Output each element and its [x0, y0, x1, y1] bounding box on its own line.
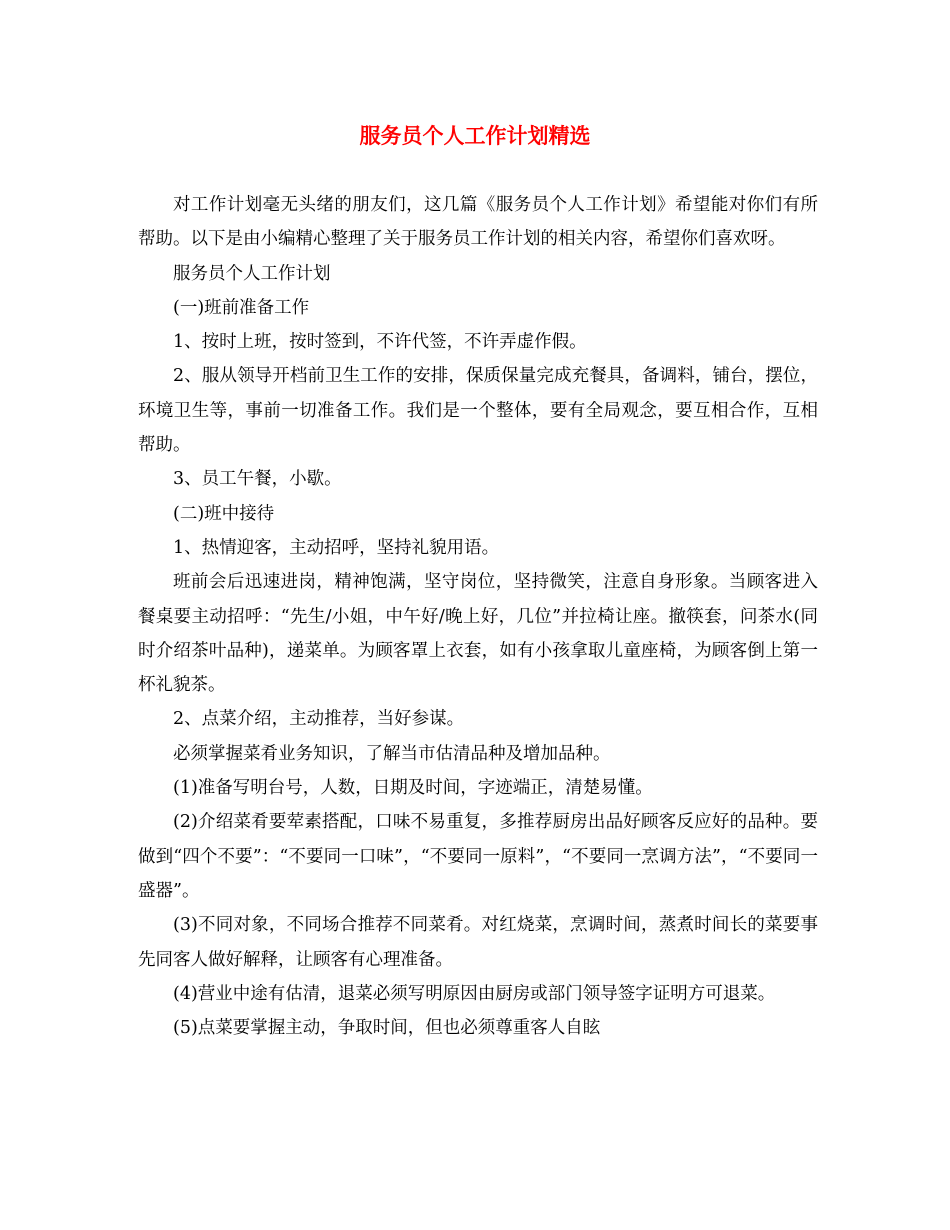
list-item: (1)准备写明台号，人数，日期及时间，字迹端正，清楚易懂。: [173, 778, 653, 799]
list-item: 1、热情迎客，主动招呼，坚持礼貌用语。: [173, 537, 500, 558]
subsection-heading: (二)班中接待: [173, 503, 275, 524]
list-item: (2)介绍菜肴要荤素搭配，口味不易重复，多推荐厨房出品好顾客反应好的品种。要做到“四个不要”：“不要同一口味”，“不要同一原料”，“不要同一烹调方法”，“不要同一盛器”。: [138, 812, 818, 901]
paragraph: 必须掌握菜肴业务知识，了解当市估清品种及增加品种。: [173, 743, 611, 764]
paragraph: 班前会后迅速进岗，精神饱满，坚守岗位，坚持微笑，注意自身形象。当顾客进入餐桌要主动招呼：“先生/小姐，中午好/晚上好，几位”并拉椅让座。撤筷套，问茶水(同时介绍茶叶品种)，递菜单。为顾客罩上衣套，如有小孩拿取儿童座椅，为顾客倒上第一杯礼貌茶。: [138, 572, 818, 696]
list-item: 2、点菜介绍，主动推荐，当好参谋。: [173, 709, 465, 730]
list-item: 2、服从领导开档前卫生工作的安排，保质保量完成充餐具，备调料，铺台，摆位，环境卫生等，事前一切准备工作。我们是一个整体，要有全局观念，要互相合作，互相帮助。: [138, 366, 818, 456]
section-heading: 服务员个人工作计划: [173, 263, 331, 284]
list-item: 1、按时上班，按时签到，不许代签，不许弄虚作假。: [173, 332, 587, 353]
list-item: (4)营业中途有估清，退菜必须写明原因由厨房或部门领导签字证明方可退菜。: [173, 983, 776, 1004]
list-item: 3、员工午餐，小歇。: [173, 469, 342, 490]
list-item: (3)不同对象，不同场合推荐不同菜肴。对红烧菜，烹调时间，蒸煮时间长的菜要事先同客人做好解释，让顾客有心理准备。: [138, 915, 818, 970]
page-title: 服务员个人工作计划精选: [359, 123, 591, 148]
paragraph: 对工作计划毫无头绪的朋友们，这几篇《服务员个人工作计划》希望能对你们有所帮助。以下是由小编精心整理了关于服务员工作计划的相关内容，希望你们喜欢呀。: [138, 195, 818, 250]
list-item: (5)点菜要掌握主动，争取时间，但也必须尊重客人自眩: [173, 1018, 601, 1039]
document-body: [138, 188, 818, 1045]
subsection-heading: (一)班前准备工作: [173, 297, 310, 318]
